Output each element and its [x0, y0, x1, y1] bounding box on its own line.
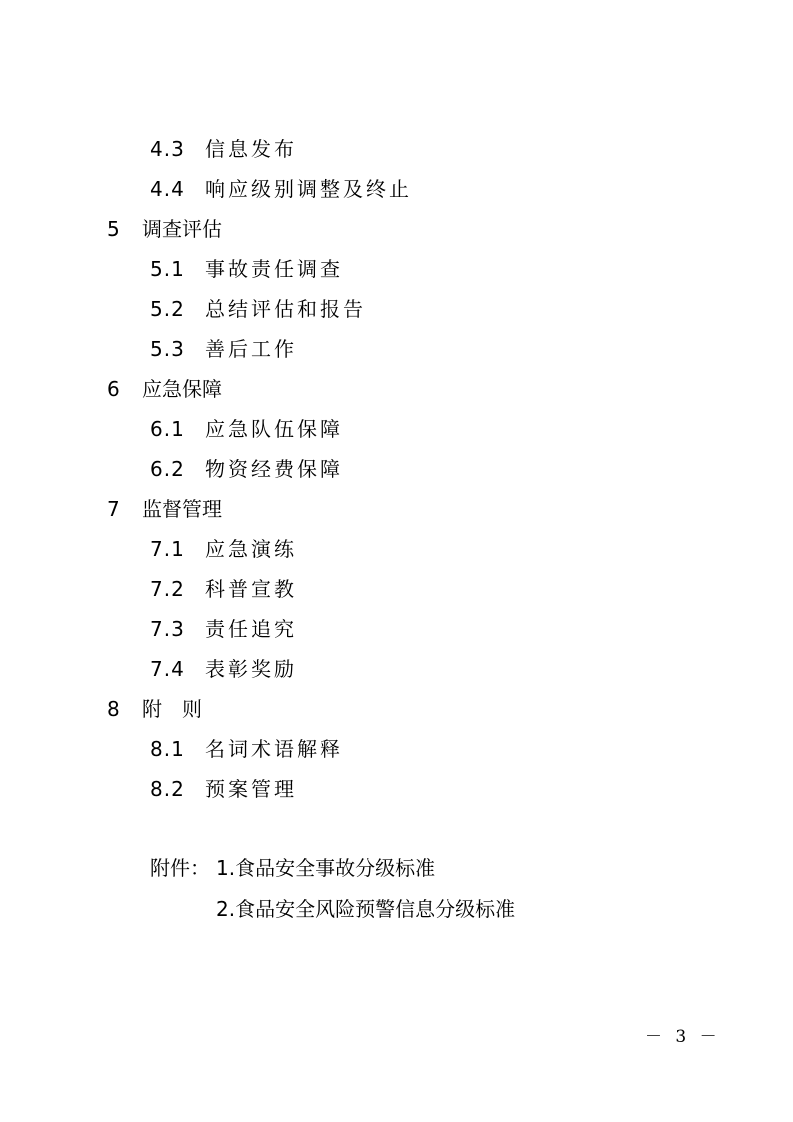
toc-item-number: 4.3 — [150, 137, 185, 161]
toc-item-number: 6.2 — [150, 457, 185, 481]
toc-item-number: 7.4 — [150, 657, 185, 681]
toc-item-title: 响应级别调整及终止 — [205, 177, 412, 201]
toc-item-title: 预案管理 — [205, 777, 297, 801]
toc-item-number: 7.2 — [150, 577, 185, 601]
toc-section-title: 应急保障 — [142, 377, 222, 401]
toc-item-number: 8.1 — [150, 737, 185, 761]
toc-item-title: 名词术语解释 — [205, 737, 343, 761]
toc-section-number: 7 — [107, 497, 121, 521]
toc-item-number: 5.2 — [150, 297, 185, 321]
toc-item-title: 责任追究 — [205, 617, 297, 641]
toc-item-title: 科普宣教 — [205, 577, 297, 601]
toc-item-title: 信息发布 — [205, 137, 297, 161]
toc-item-number: 5.3 — [150, 337, 185, 361]
toc-section-number: 8 — [107, 697, 121, 721]
toc-item-title: 事故责任调查 — [205, 257, 343, 281]
toc-item-title: 总结评估和报告 — [205, 297, 366, 321]
toc-item-number: 7.1 — [150, 537, 185, 561]
attachment-item: 2.食品安全风险预警信息分级标准 — [216, 897, 516, 921]
attachment-item: 1.食品安全事故分级标准 — [216, 856, 436, 880]
toc-section-title: 调查评估 — [142, 217, 222, 241]
toc-section-number: 6 — [107, 377, 121, 401]
toc-section-title: 附 则 — [142, 697, 202, 721]
attachments-label: 附件： — [150, 856, 210, 880]
toc-item-title: 应急演练 — [205, 537, 297, 561]
toc-item-number: 6.1 — [150, 417, 185, 441]
toc-item-number: 4.4 — [150, 177, 185, 201]
toc-item-title: 善后工作 — [205, 337, 297, 361]
page-number: － 3 － — [645, 1027, 721, 1047]
toc-section-title: 监督管理 — [142, 497, 222, 521]
toc-item-number: 8.2 — [150, 777, 185, 801]
toc-item-title: 物资经费保障 — [205, 457, 343, 481]
toc-item-number: 5.1 — [150, 257, 185, 281]
toc-item-number: 7.3 — [150, 617, 185, 641]
toc-item-title: 表彰奖励 — [205, 657, 297, 681]
toc-item-title: 应急队伍保障 — [205, 417, 343, 441]
toc-section-number: 5 — [107, 217, 121, 241]
